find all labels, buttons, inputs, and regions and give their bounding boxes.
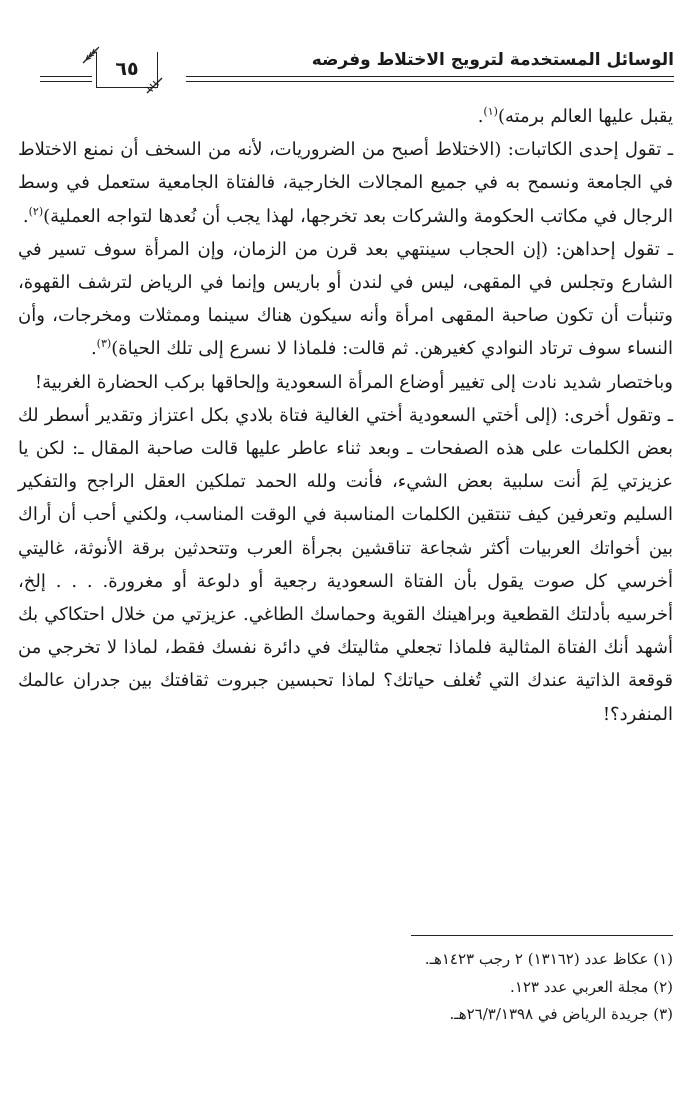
header-rule [40, 76, 92, 77]
paragraph-tail: . [22, 205, 29, 227]
paragraph-tail: . [477, 106, 484, 127]
footnote-separator [411, 935, 673, 936]
header-rule [40, 81, 92, 82]
running-title: الوسائل المستخدمة لترويج الاختلاط وفرضه [311, 50, 674, 70]
footnotes [18, 946, 673, 1029]
leaf-ornament-icon [144, 74, 166, 96]
footnote-reference: (٢) [28, 204, 44, 218]
paragraph [18, 100, 673, 133]
paragraph-text: ـ تقول إحدى الكاتبات: (الاختلاط أصبح من الضروريات، لأنه من السخف أن نمنع الاختلاط في الجامعة ونسمح به في جميع المجالات الخارجية، فالفتاة الجامعية ستعمل في وسط الرجال في مكاتب الحكومة والشركات بعد تخرجها، لهذا يجب أن نُعدها لتواجه العملية) [18, 139, 673, 227]
footnote-reference: (٣) [96, 337, 112, 351]
footnote: (٢) مجلة العربي عدد ١٢٣. [510, 977, 673, 996]
paragraph-tail: . [90, 338, 97, 360]
footnote: (١) عكاظ عدد (١٣١٦٢) ٢ رجب ١٤٢٣هـ. [424, 950, 673, 968]
paragraph-text: ـ تقول إحداهن: (إن الحجاب سينتهي بعد قرن من الزمان، وإن المرأة سوف تسير في الشارع وتجلس في المقهى، ليس في لندن أو باريس وإنما في الرياض لترشف القهوة، وتنبأت أن تكون صاحبة المقهى امرأة وأنه سيكون هناك سينما وممثلات ومخرجات، وأن النساء سوف ترتاد النوادي كغيرهن. ثم قالت: فلماذا لا نسرع إلى تلك الحياة) [18, 238, 673, 360]
footnote-reference: (١) [483, 105, 498, 118]
paragraph-text: وباختصار شديد نادت إلى تغيير أوضاع المرأة السعودية وإلحاقها بركب الحضارة الغربية! [34, 371, 673, 393]
leaf-ornament-icon [80, 44, 102, 66]
page-number: ٦٥ [115, 58, 139, 80]
paragraph-text: يقبل عليها العالم برمته) [497, 106, 673, 127]
footnote: (٣) جريدة الرياض في ٢٦/٣/١٣٩٨هـ. [449, 1005, 673, 1023]
paragraph-text: ـ وتقول أخرى: (إلى أختي السعودية أختي الغالية فتاة بلادي بكل اعتزاز وتقدير أسطر لك بعض الكلمات على هذه الصفحات ـ وبعد ثناء عاطر عليها قالت صاحبة المقال ـ: لكن يا عزيزتي لِمَ أنت سلبية بعض الشيء، فأنت ولله الحمد تملكين العقل الراجح والتفكير السليم وتعرفين كيف تنتقين الكلمات المناسبة في الوقت المناسب، ولكني أحب أن أراك بين أخواتك العربيات أكثر شجاعة تناقشين بجرأة العرب وتتحدثين برقة الأنوثة، غاليتي أخرسي كل صوت يقول بأن الفتاة السعودية رجعية أو دلوعة أو مغرورة. . . . إلخ، أخرسيه بأدلتك القطعية وبراهينك القوية وحماسك الطاغي. عزيزتي من خلال احتكاكي بك أشهد أنك الفتاة المثالية فلماذا تجعلي مثاليتك في دائرة نفسك فقط، لماذا لا تخرجي من قوقعة الذاتية عندك التي تُغلف حياتك؟ لماذا تحبسين جبروت ثقافتك بين جدران عالمك المنفرد؟! [18, 404, 673, 725]
paragraph [18, 133, 673, 233]
body-text [18, 100, 673, 731]
header-rule [186, 76, 674, 77]
paragraph [18, 233, 673, 366]
header-rule [186, 81, 674, 82]
paragraph [18, 366, 673, 399]
paragraph [18, 399, 673, 731]
